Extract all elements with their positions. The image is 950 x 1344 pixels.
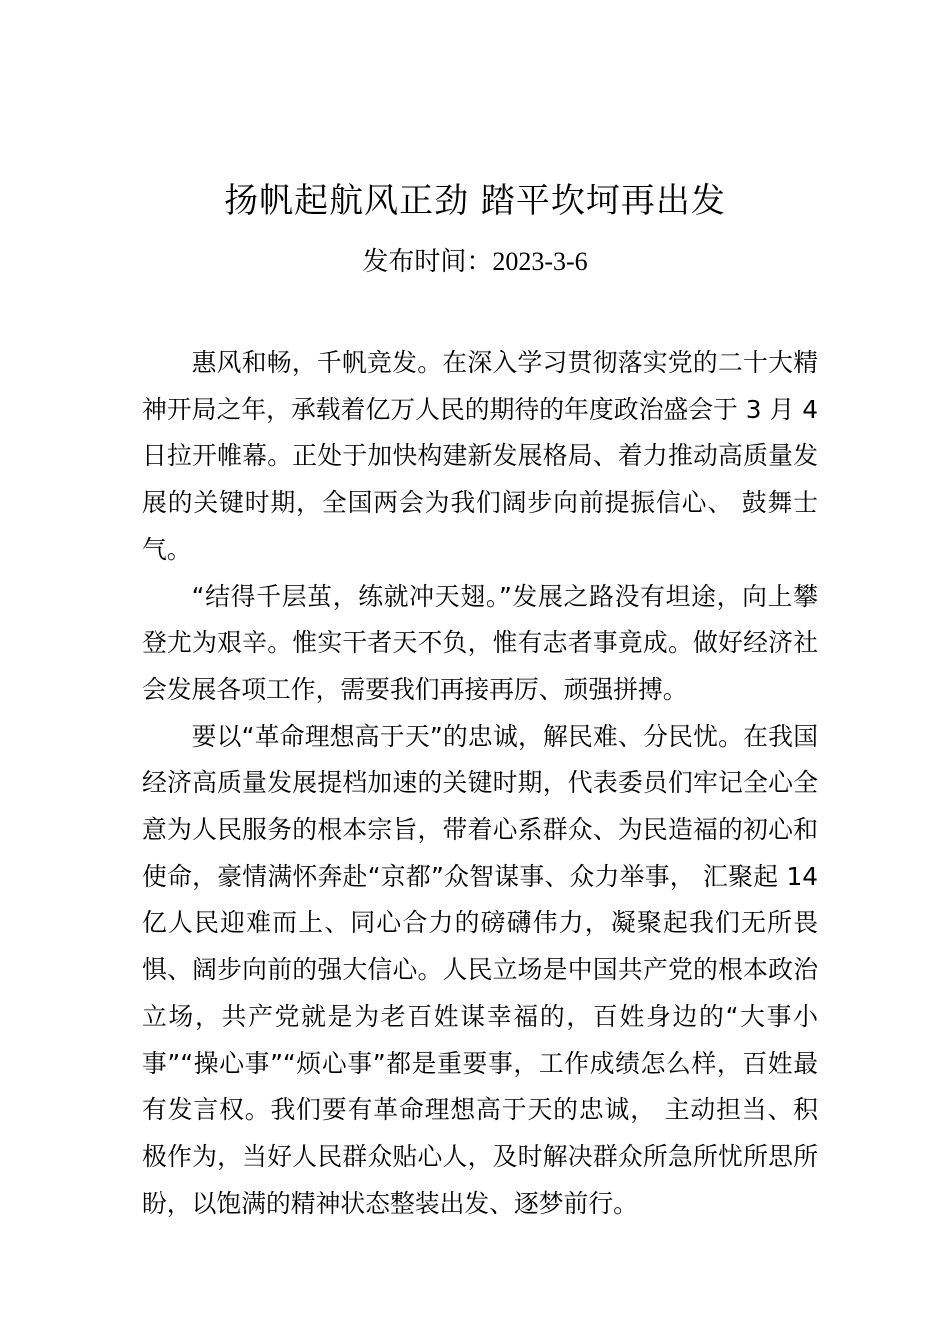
paragraph: 惠风和畅，千帆竞发。在深入学习贯彻落实党的二十大精神开局之年，承载着亿万人民的期待的年度政治盛会于 3 月 4 日拉开帷幕。正处于加快构建新发展格局、着力推动高质量发展的关键时期，全国两会为我们阔步向前提振信心、 鼓舞士气。 xyxy=(142,348,818,564)
paragraph: “结得千层茧，练就冲天翅。”发展之路没有坦途，向上攀登尤为艰辛。惟实干者天不负，惟有志者事竟成。做好经济社会发展各项工作，需要我们再接再厉、顽强拼搏。 xyxy=(142,581,818,704)
article-title: 扬帆起航风正劲 踏平坎坷再出发 xyxy=(224,181,726,221)
article-body xyxy=(142,340,818,1227)
publish-label: 发布时间： xyxy=(362,247,493,277)
publish-info xyxy=(0,242,950,282)
paragraph: 要以“革命理想高于天”的忠诚，解民难、分民忧。在我国经济高质量发展提档加速的关键时期，代表委员们牢记全心全意为人民服务的根本宗旨，带着心系群众、为民造福的初心和使命，豪情满怀奔赴“京都”众智谋事、众力举事， 汇聚起 14 亿人民迎难而上、同心合力的磅礴伟力，凝聚起我们无所畏惧、阔步向前的强大信心。人民立场是中国共产党的根本政治立场，共产党就是为老百姓谋幸福的，百姓身边的“大事小事”“操心事”“烦心事”都是重要事，工作成绩怎么样，百姓最有发言权。我们要有革命理想高于天的忠诚， 主动担当、积极作为，当好人民群众贴心人，及时解决群众所急所忧所思所盼，以饱满的精神状态整装出发、逐梦前行。 xyxy=(142,721,818,1218)
publish-date: 2023-3-6 xyxy=(492,247,588,276)
